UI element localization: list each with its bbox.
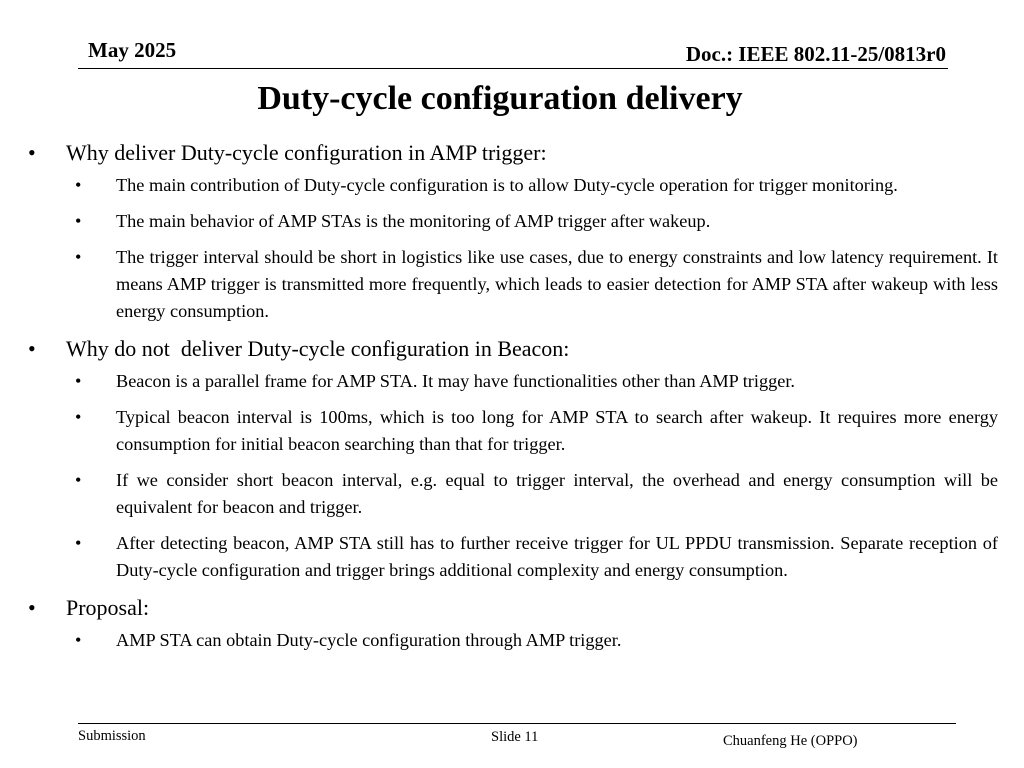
- list-item: [75, 244, 998, 325]
- list-item: [75, 208, 998, 235]
- header-date: May 2025: [88, 38, 177, 62]
- bullet-icon: •: [75, 247, 82, 267]
- footer-divider: [78, 723, 956, 724]
- bullet-icon: •: [28, 336, 36, 361]
- bullet-icon: •: [75, 175, 82, 195]
- slide-number: Slide 11: [491, 729, 539, 745]
- list-item-text: The trigger interval should be short in logistics like use cases, due to energy constraints and low latency requirement. It means AMP trigger is transmitted more frequently, which leads to easier detection for AMP STA after wakeup with less energy consumption.: [116, 247, 998, 321]
- section-heading: [28, 138, 998, 168]
- list-item-text: AMP STA can obtain Duty-cycle configuration through AMP trigger.: [116, 630, 622, 650]
- list-item-text: Beacon is a parallel frame for AMP STA. It may have functionalities other than AMP trigger.: [116, 371, 796, 391]
- footer-author: Chuanfeng He (OPPO): [723, 733, 858, 749]
- header-divider: [78, 68, 948, 69]
- list-item: [75, 627, 998, 654]
- header-doc-id: Doc.: IEEE 802.11-25/0813r0: [685, 42, 946, 66]
- section-heading: [28, 593, 998, 623]
- bullet-icon: •: [75, 630, 82, 650]
- bullet-icon: •: [28, 140, 36, 165]
- footer-submission: Submission: [78, 728, 146, 744]
- section-heading: [28, 334, 998, 364]
- list-item-text: The main behavior of AMP STAs is the monitoring of AMP trigger after wakeup.: [116, 211, 711, 231]
- bullet-icon: •: [75, 211, 82, 231]
- list-item-text: Typical beacon interval is 100ms, which is too long for AMP STA to search after wakeup. It requires more energy consumption for initial beacon searching than that for trigger.: [116, 407, 998, 454]
- slide-content: [28, 138, 998, 663]
- bullet-icon: •: [75, 533, 82, 553]
- bullet-icon: •: [75, 371, 82, 391]
- list-item-text: If we consider short beacon interval, e.g. equal to trigger interval, the overhead and energy consumption will be equivalent for beacon and trigger.: [116, 470, 998, 517]
- list-item: [75, 368, 998, 395]
- slide-title: Duty-cycle configuration delivery: [257, 80, 743, 117]
- bullet-icon: •: [28, 595, 36, 620]
- section-heading-text: Why deliver Duty-cycle configuration in AMP trigger:: [66, 140, 547, 165]
- section-heading-text: Why do not deliver Duty-cycle configuration in Beacon:: [66, 336, 570, 361]
- list-item: [75, 172, 998, 199]
- list-item-text: The main contribution of Duty-cycle configuration is to allow Duty-cycle operation for trigger monitoring.: [116, 175, 898, 195]
- list-item: [75, 404, 998, 458]
- bullet-icon: •: [75, 470, 82, 490]
- bullet-icon: •: [75, 407, 82, 427]
- list-item: [75, 467, 998, 521]
- list-item: [75, 530, 998, 584]
- list-item-text: After detecting beacon, AMP STA still has to further receive trigger for UL PPDU transmission. Separate reception of Duty-cycle configuration and trigger brings additional complexity and energy consumption.: [116, 533, 998, 580]
- section-heading-text: Proposal:: [66, 595, 150, 620]
